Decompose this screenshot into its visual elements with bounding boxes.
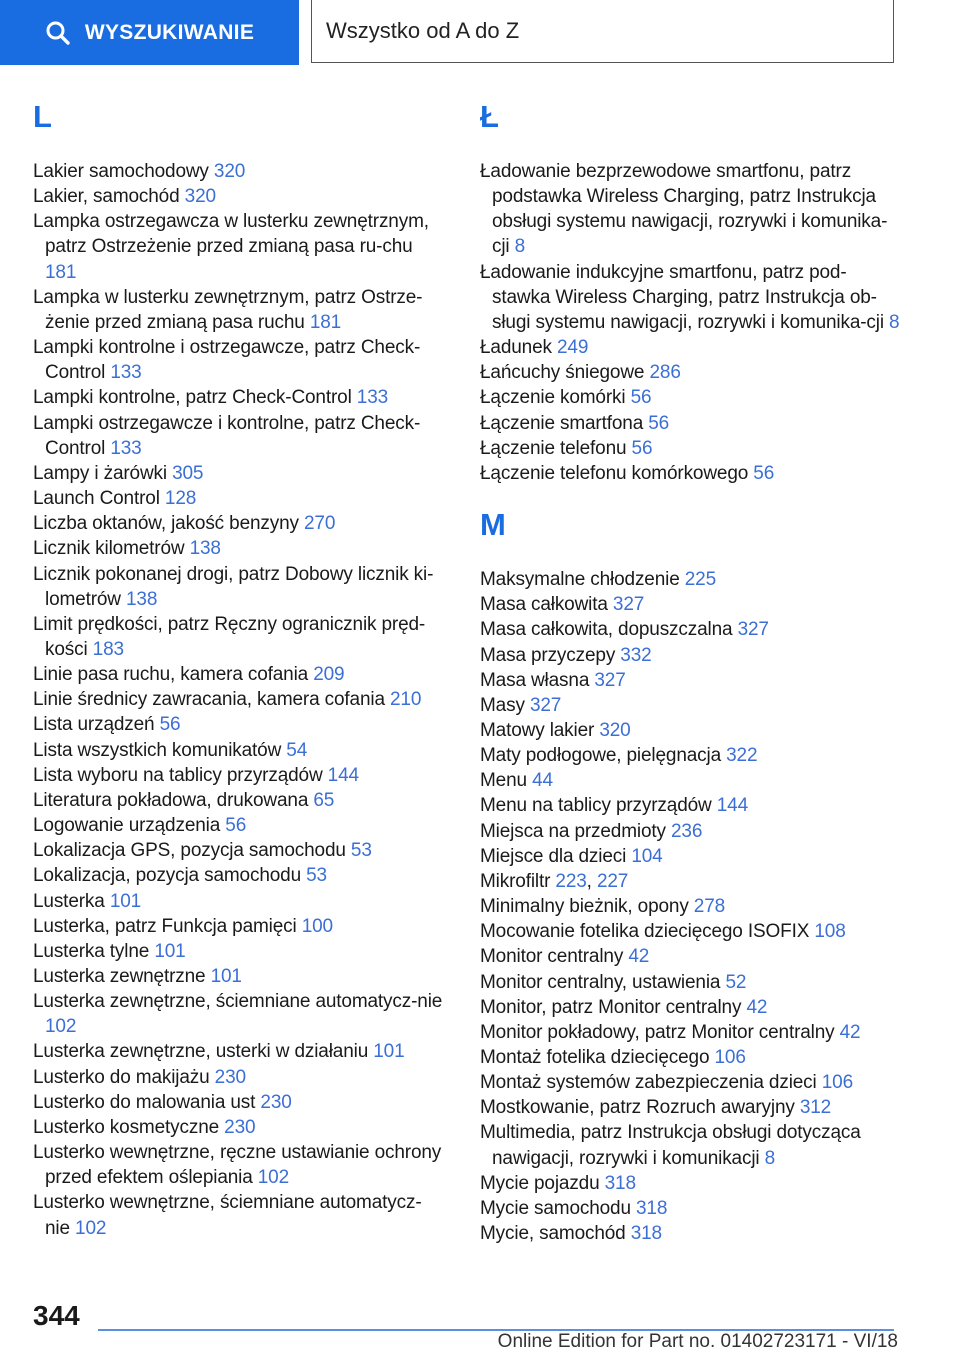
index-entry-term: Lusterko do malowania ust (33, 1091, 261, 1113)
index-entry-term: Mocowanie fotelika dziecięcego ISOFIX (480, 921, 815, 943)
index-entry-term: Licznik pokonanej drogi, patrz Dobowy licznik ki‐lometrów (33, 563, 434, 610)
index-entry-term: Literatura pokładowa, drukowana (33, 789, 314, 811)
index-entry (480, 411, 900, 436)
index-entry (480, 668, 900, 693)
index-entry-term: Monitor centralny, ustawienia (480, 971, 726, 993)
index-entry-term: Lampki kontrolne i ostrzegawcze, patrz Check-Control (33, 337, 421, 384)
index-entry-list (33, 159, 443, 1241)
page-link[interactable]: 101 (109, 890, 142, 912)
index-entry-term: Monitor, patrz Monitor centralny (480, 996, 747, 1018)
index-entry-term: Lusterko do makijażu (33, 1066, 215, 1088)
index-entry (480, 360, 900, 385)
index-entry-term: Lampki ostrzegawcze i kontrolne, patrz Check-Control (33, 412, 421, 459)
page-link[interactable]: 318 (636, 1197, 668, 1219)
index-entry (33, 838, 443, 863)
page-link[interactable]: 270 (304, 513, 336, 535)
index-entry-term: Łączenie komórki (480, 387, 631, 409)
index-entry (33, 813, 443, 838)
index-entry-term: Mikrofiltr (480, 870, 556, 892)
page-link[interactable]: 210 (390, 689, 422, 711)
page-link[interactable]: 133 (110, 362, 142, 384)
index-entry-term: Mycie samochodu (480, 1197, 637, 1219)
page-link[interactable]: 236 (671, 820, 703, 842)
index-entry-term: Maksymalne chłodzenie (480, 569, 685, 591)
search-tab-label: WYSZUKIWANIE (84, 20, 255, 44)
page-link[interactable]: 286 (649, 362, 681, 384)
index-entry (33, 1140, 443, 1190)
index-entry (33, 209, 443, 284)
index-entry-term: Lampki kontrolne, patrz Check-Control (33, 387, 357, 409)
page-link[interactable]: 102 (257, 1167, 290, 1189)
page-link[interactable]: 327 (594, 669, 626, 691)
index-entry (33, 788, 443, 813)
index-entry-term: Lampka w lusterku zewnętrznym, patrz Ostrze‐żenie przed zmianą pasa ruchu (33, 286, 423, 333)
index-entry (480, 617, 900, 642)
page-link[interactable]: 56 (648, 412, 670, 434)
index-entry-term: Lusterko wewnętrzne, ręczne ustawianie ochrony przed efektem oślepiania (33, 1142, 442, 1189)
index-entry-term: Maty podłogowe, pielęgnacja (480, 745, 727, 767)
page-link[interactable]: 8 (889, 311, 900, 333)
index-entry (33, 536, 443, 561)
index-entry (33, 662, 443, 687)
index-entry (33, 1065, 443, 1090)
index-entry-term: Lusterko kosmetyczne (33, 1116, 225, 1138)
index-entry (33, 964, 443, 989)
page-link[interactable]: 138 (189, 538, 221, 560)
index-entry-term: Lusterka zewnętrzne, ściemniane automatycz‐nie (33, 991, 443, 1013)
index-entry (480, 385, 900, 410)
index-entry (480, 944, 900, 969)
page-link[interactable]: 128 (164, 488, 197, 510)
index-entry-term: Lusterka tylne (33, 940, 155, 962)
page-link[interactable]: 44 (532, 770, 553, 792)
page-link[interactable]: 320 (184, 186, 216, 208)
index-entry-term: Montaż systemów zabezpieczenia dzieci (480, 1072, 822, 1094)
page-link[interactable]: 312 (799, 1097, 832, 1119)
page-link[interactable]: 42 (839, 1021, 861, 1043)
page-link[interactable]: 56 (159, 714, 181, 736)
page-link[interactable]: 227 (596, 870, 629, 892)
index-entry (33, 612, 443, 662)
index-entry (33, 159, 443, 184)
index-entry (480, 919, 900, 944)
index-entry-term: Liczba oktanów, jakość benzyny (33, 513, 305, 535)
index-entry (33, 335, 443, 385)
page-link[interactable]: 106 (714, 1047, 746, 1068)
index-entry-term: Łączenie smartfona (480, 412, 649, 434)
index-entry-term: Menu (480, 770, 533, 792)
index-entry-term: Licznik kilometrów (33, 538, 190, 560)
page-link[interactable]: 56 (631, 437, 653, 459)
index-entry-list (480, 159, 900, 486)
page-link[interactable]: 53 (350, 840, 372, 862)
index-entry (480, 819, 900, 844)
index-entry (33, 285, 443, 335)
index-entry (33, 914, 443, 939)
index-entry-term: Lusterka zewnętrzne (33, 966, 211, 987)
page-link[interactable]: 332 (620, 644, 652, 666)
index-entry (480, 693, 900, 718)
index-entry (33, 562, 443, 612)
index-entry-term: Linie średnicy zawracania, kamera cofania (33, 689, 390, 711)
index-entry-term: Mycie, samochód (480, 1223, 631, 1245)
index-entry-term: Linie pasa ruchu, kamera cofania (33, 664, 314, 686)
section-title: Wszystko od A do Z (326, 18, 520, 43)
index-entry-term: Lista wszystkich komunikatów (33, 739, 287, 761)
index-entry-term: Montaż fotelika dziecięcego (480, 1047, 715, 1068)
index-entry (33, 1039, 443, 1064)
page-link[interactable]: 65 (313, 789, 335, 811)
index-entry-term: Masy (480, 694, 530, 716)
index-entry-list (480, 567, 900, 1246)
index-entry-term: Masa własna (480, 669, 595, 691)
index-entry-term: Lusterko wewnętrzne, ściemniane automatycz‐nie (33, 1192, 422, 1239)
index-entry-term: Logowanie urządzenia (33, 815, 226, 837)
page-link[interactable]: 102 (75, 1217, 107, 1239)
index-entry (33, 1115, 443, 1140)
index-entry-term: Lampka ostrzegawcza w lusterku zewnętrznym, patrz Ostrzeżenie przed zmianą pasa ru‐chu (33, 211, 429, 258)
index-entry (33, 712, 443, 737)
index-entry-term: Łączenie telefonu komórkowego (480, 462, 754, 484)
index-letter-heading: L (33, 99, 52, 134)
index-entry-term: Lakier, samochód (33, 186, 185, 208)
index-entry-term: Launch Control (33, 488, 165, 510)
page-link[interactable]: 53 (306, 865, 327, 887)
page-link[interactable]: 249 (556, 337, 589, 359)
page-link[interactable]: 320 (213, 161, 246, 182)
index-entry (480, 461, 900, 486)
page-link[interactable]: 322 (726, 745, 758, 767)
index-entry-term: Multimedia, patrz Instrukcja obsługi dotycząca nawigacji, rozrywki i komunikacji (480, 1122, 861, 1169)
index-entry (480, 995, 900, 1020)
index-entry-term: Lista wyboru na tablicy przyrządów (33, 764, 328, 786)
index-entry (33, 989, 443, 1039)
index-entry (480, 1196, 900, 1221)
page-link[interactable]: 144 (327, 764, 359, 786)
page-link[interactable]: 305 (172, 462, 204, 484)
index-entry-term: Lusterka zewnętrzne, usterki w działaniu (33, 1041, 374, 1063)
page-link[interactable]: 8 (764, 1147, 776, 1169)
index-column-left (33, 98, 443, 1241)
index-entry-term: Łączenie telefonu (480, 437, 632, 459)
index-entry (33, 184, 443, 209)
index-entry (33, 1090, 443, 1115)
index-entry-term: Lokalizacja, pozycja samochodu (33, 865, 307, 887)
page-link[interactable]: 42 (628, 946, 650, 968)
index-entry (480, 844, 900, 869)
page-link[interactable]: 327 (612, 594, 645, 616)
page-link[interactable]: 56 (630, 387, 652, 409)
index-entry-term: Ładowanie indukcyjne smartfonu, patrz pod‐stawka Wireless Charging, patrz Instrukcja ob‐sługi systemu nawigacji, rozrywki i komunika‐cji (480, 261, 890, 333)
page-link[interactable]: 230 (214, 1066, 246, 1088)
index-entry (480, 894, 900, 919)
page-link[interactable]: 209 (313, 664, 345, 686)
index-entry (480, 1045, 900, 1070)
page-link[interactable]: 230 (224, 1116, 256, 1138)
index-letter-heading: Ł (480, 99, 499, 134)
index-entry-term: Minimalny bieżnik, opony (480, 896, 694, 918)
index-entry-term: Miejsce dla dzieci (480, 845, 632, 867)
index-entry (480, 592, 900, 617)
index-entry (480, 567, 900, 592)
page-link[interactable]: 108 (814, 921, 846, 943)
index-entry (480, 768, 900, 793)
page-link[interactable]: 133 (356, 387, 389, 409)
page-link[interactable]: 327 (737, 619, 769, 641)
index-entry (33, 411, 443, 461)
index-entry (480, 643, 900, 668)
index-entry (33, 939, 443, 964)
page-link[interactable]: 225 (684, 569, 717, 591)
index-entry (33, 1190, 443, 1240)
index-entry (480, 335, 900, 360)
page-link[interactable]: 52 (725, 971, 747, 993)
index-entry (33, 889, 443, 914)
index-entry-term: Masa całkowita, dopuszczalna (480, 619, 738, 641)
search-tab-button[interactable] (0, 0, 299, 65)
index-entry-term: Masa przyczepy (480, 644, 621, 666)
index-entry (480, 743, 900, 768)
index-entry (480, 793, 900, 818)
page-link[interactable]: 8 (514, 236, 526, 258)
index-entry-term: Miejsca na przedmioty (480, 820, 671, 842)
index-entry (480, 159, 900, 260)
index-entry (480, 1095, 900, 1120)
index-entry-term: Ładunek (480, 337, 557, 359)
page-link[interactable]: 106 (821, 1072, 854, 1094)
page-link[interactable]: 144 (716, 795, 748, 817)
index-entry (480, 970, 900, 995)
index-entry-term: Matowy lakier (480, 719, 600, 741)
index-entry (480, 718, 900, 743)
page-separator: , (586, 870, 597, 892)
index-entry-term: Łańcuchy śniegowe (480, 362, 650, 384)
index-entry-term: Mycie pojazdu (480, 1172, 605, 1194)
page-link[interactable]: 223 (555, 870, 587, 892)
index-entry (480, 1120, 900, 1170)
index-entry-term: Lusterka, patrz Funkcja pamięci (33, 915, 302, 937)
page-link[interactable]: 100 (301, 915, 333, 937)
index-entry (480, 1070, 900, 1095)
page-link[interactable]: 318 (630, 1223, 662, 1245)
index-entry-term: Monitor pokładowy, patrz Monitor centralny (480, 1021, 840, 1043)
page-link[interactable]: 101 (373, 1041, 405, 1063)
page-link[interactable]: 327 (529, 694, 562, 716)
page-link[interactable]: 56 (753, 462, 775, 484)
index-letter-heading: M (480, 507, 506, 543)
index-entry (33, 863, 443, 888)
page-link[interactable]: 138 (126, 588, 158, 610)
page-link[interactable]: 42 (746, 996, 768, 1018)
page-link[interactable]: 278 (693, 896, 726, 918)
page-number: 344 (33, 1300, 80, 1331)
index-entry (33, 486, 443, 511)
section-title-tab[interactable] (311, 0, 894, 63)
page-link[interactable]: 183 (92, 638, 124, 660)
index-entry-term: Monitor centralny (480, 946, 629, 968)
index-entry-term: Lampy i żarówki (33, 462, 173, 484)
index-entry (480, 260, 900, 335)
edition-note: Online Edition for Part no. 01402723171 - VI/18 (497, 1331, 898, 1352)
page-link[interactable]: 133 (110, 437, 142, 459)
page-link[interactable]: 56 (225, 815, 247, 837)
index-entry (33, 461, 443, 486)
search-icon (45, 20, 71, 46)
index-entry (480, 1221, 900, 1246)
page-link[interactable]: 320 (599, 719, 631, 741)
index-entry (33, 385, 443, 410)
index-entry (33, 738, 443, 763)
index-entry (33, 511, 443, 536)
page-link[interactable]: 181 (309, 311, 342, 333)
page-link[interactable]: 104 (631, 845, 663, 867)
index-entry-term: Masa całkowita (480, 594, 613, 616)
index-entry-term: Lusterka (33, 890, 110, 912)
page-link[interactable]: 102 (45, 1016, 77, 1038)
index-entry-term: Lokalizacja GPS, pozycja samochodu (33, 840, 351, 862)
index-entry (480, 1020, 900, 1045)
index-entry-term: Menu na tablicy przyrządów (480, 795, 717, 817)
index-column-right (480, 98, 900, 1246)
index-entry-term: Lakier samochodowy (33, 161, 214, 182)
index-entry (33, 687, 443, 712)
index-entry (480, 436, 900, 461)
index-entry (480, 1171, 900, 1196)
page-link[interactable]: 101 (210, 966, 242, 987)
index-entry-term: Limit prędkości, patrz Ręczny ogranicznik pręd‐kości (33, 613, 426, 660)
index-entry-term: Lista urządzeń (33, 714, 160, 736)
page-link[interactable]: 54 (286, 739, 308, 761)
page-link[interactable]: 318 (604, 1172, 636, 1194)
index-entry-term: Mostkowanie, patrz Rozruch awaryjny (480, 1097, 800, 1119)
page-link[interactable]: 230 (260, 1091, 292, 1113)
index-entry-term: Ładowanie bezprzewodowe smartfonu, patrz podstawka Wireless Charging, patrz Instrukcja obsługi systemu nawigacji, rozrywki i komunika‐cji (480, 161, 888, 258)
index-entry (33, 763, 443, 788)
page-link[interactable]: 181 (45, 261, 77, 283)
page-link[interactable]: 101 (154, 940, 186, 962)
index-entry (480, 869, 900, 894)
